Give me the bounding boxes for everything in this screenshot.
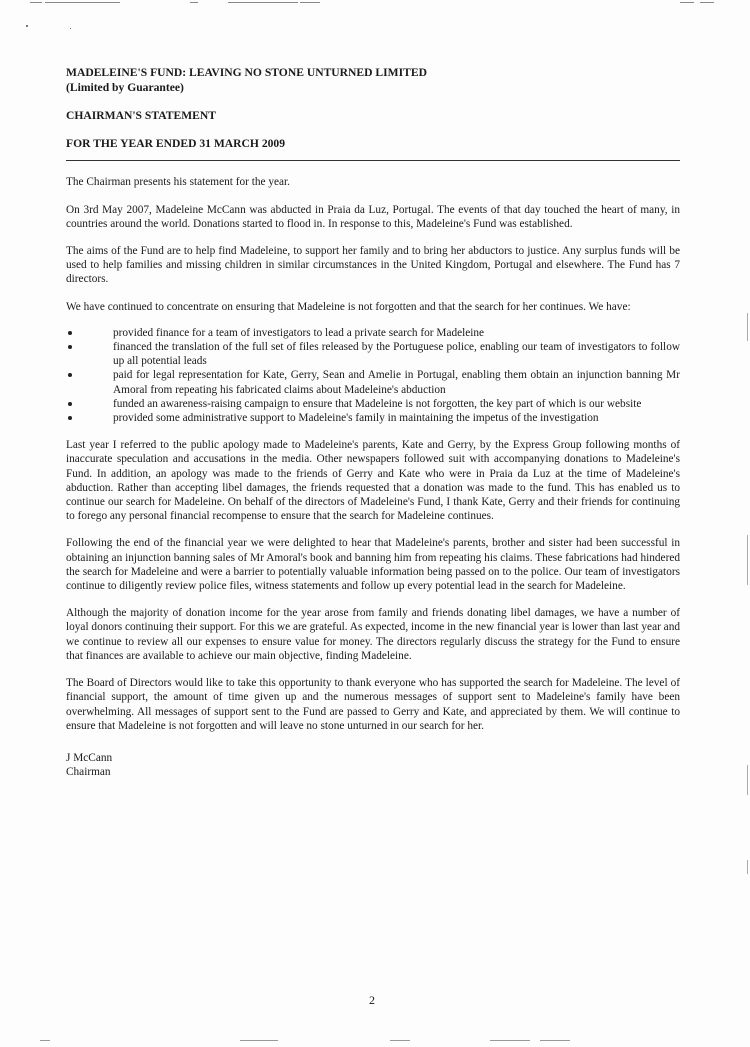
bullet-icon <box>68 373 72 377</box>
scan-edge-mark <box>747 765 748 795</box>
signature-block <box>66 751 680 779</box>
scan-edge-mark <box>747 535 748 585</box>
list-item <box>66 340 680 368</box>
signatory-name: J McCann <box>66 751 113 764</box>
scan-edge-mark <box>747 860 748 874</box>
signatory-role: Chairman <box>66 765 111 778</box>
list-item-text: provided some administrative support to Madeleine's family in maintaining the impetus of the investigation <box>113 412 599 425</box>
page-number: 2 <box>369 993 375 1007</box>
list-item-text: provided finance for a team of investigators to lead a private search for Madeleine <box>113 326 485 339</box>
paragraph: Although the majority of donation income for the year arose from family and friends donating libel damages, we have a number of loyal donors continuing their support. For this we are grateful. As expected, income in the new financial year is lower than last year and we continue to review all our expenses to ensure value for money. The directors regularly discuss the strategy for the Fund to ensure that finances are available to achieve our main objective, finding Madeleine. <box>66 607 680 662</box>
scan-artifact-top <box>0 2 750 4</box>
list-item-text: funded an awareness-raising campaign to ensure that Madeleine is not forgotten, the key part of which is our website <box>113 397 642 410</box>
list-item <box>66 411 680 425</box>
paragraph: On 3rd May 2007, Madeleine McCann was abducted in Praia da Luz, Portugal. The events of that day touched the heart of many, in countries around the world. Donations started to flood in. In response to this, Madeleine's Fund was established. <box>66 203 680 230</box>
paragraph: We have continued to concentrate on ensuring that Madeleine is not forgotten and that the search for her continues. We have: <box>66 300 631 313</box>
document-subtitle: (Limited by Guarantee) <box>66 80 184 94</box>
list-item-text: paid for legal representation for Kate, Gerry, Sean and Amelie in Portugal, enabling them obtain an injunction banning Mr Amoral from repeating his fabricated claims about Madeleine's abduction <box>113 369 680 396</box>
period-heading: FOR THE YEAR ENDED 31 MARCH 2009 <box>66 137 286 151</box>
paragraph: The Board of Directors would like to take this opportunity to thank everyone who has supported the search for Madeleine. The level of financial support, the amount of time given up and the numerous messages of support sent to Madeleine's family have been overwhelming. All messages of support sent to the Fund are passed to Gerry and Kate, and appreciated by them. We will continue to ensure that Madeleine is not forgotten and will leave no stone unturned in our search for her. <box>66 677 680 732</box>
list-item <box>66 397 680 411</box>
scan-speck <box>70 28 71 29</box>
document-page <box>66 66 680 779</box>
scan-speck <box>26 25 28 27</box>
list-item-text: financed the translation of the full set of files released by the Portuguese police, enabling our team of investigators to follow up all potential leads <box>113 341 680 368</box>
list-item <box>66 326 680 340</box>
bullet-icon <box>68 402 72 406</box>
list-item <box>66 368 680 396</box>
scan-edge-mark <box>747 313 748 341</box>
paragraph: The aims of the Fund are to help find Madeleine, to support her family and to bring her abductors to justice. Any surplus funds will be used to help families and missing children in similar circumstances in the United Kingdom, Portugal and elsewhere. The Fund has 7 directors. <box>66 245 680 286</box>
document-title: MADELEINE'S FUND: LEAVING NO STONE UNTURNED LIMITED <box>66 66 427 79</box>
paragraph: The Chairman presents his statement for the year. <box>66 176 290 189</box>
bullet-icon <box>68 345 72 349</box>
paragraph: Last year I referred to the public apology made to Madeleine's parents, Kate and Gerry, by the Express Group following months of inaccurate speculation and accusations in the media. Other newspapers followed suit with accompanying donations to Madeleine's Fund. In addition, an apology was made to the friends of Gerry and Kate who were in Praia da Luz at the time of Madeleine's abduction. Rather than accepting libel damages, the friends requested that a donation was made to the fund. This has enabled us to continue our search for Madeleine. On behalf of the directors of Madeleine's Fund, I thank Kate, Gerry and their friends for continuing to forego any personal financial recompense to ensure that the search for Madeleine continues. <box>66 439 680 523</box>
achievements-list <box>66 326 680 425</box>
header-divider <box>66 160 680 161</box>
bullet-icon <box>68 416 72 420</box>
scan-artifact-bottom <box>0 1040 750 1042</box>
bullet-icon <box>68 331 72 335</box>
paragraph: Following the end of the financial year we were delighted to hear that Madeleine's parents, brother and sister had been successful in obtaining an injunction banning sales of Mr Amoral's book and banning him from repeating his claims. These fabrications had hindered the search for Madeleine and were a barrier to potentially valuable information being passed on to the police. Our team of investigators continue to diligently review police files, witness statements and follow up every potential lead in the search for Madeleine. <box>66 537 680 593</box>
section-title: CHAIRMAN'S STATEMENT <box>66 109 216 122</box>
